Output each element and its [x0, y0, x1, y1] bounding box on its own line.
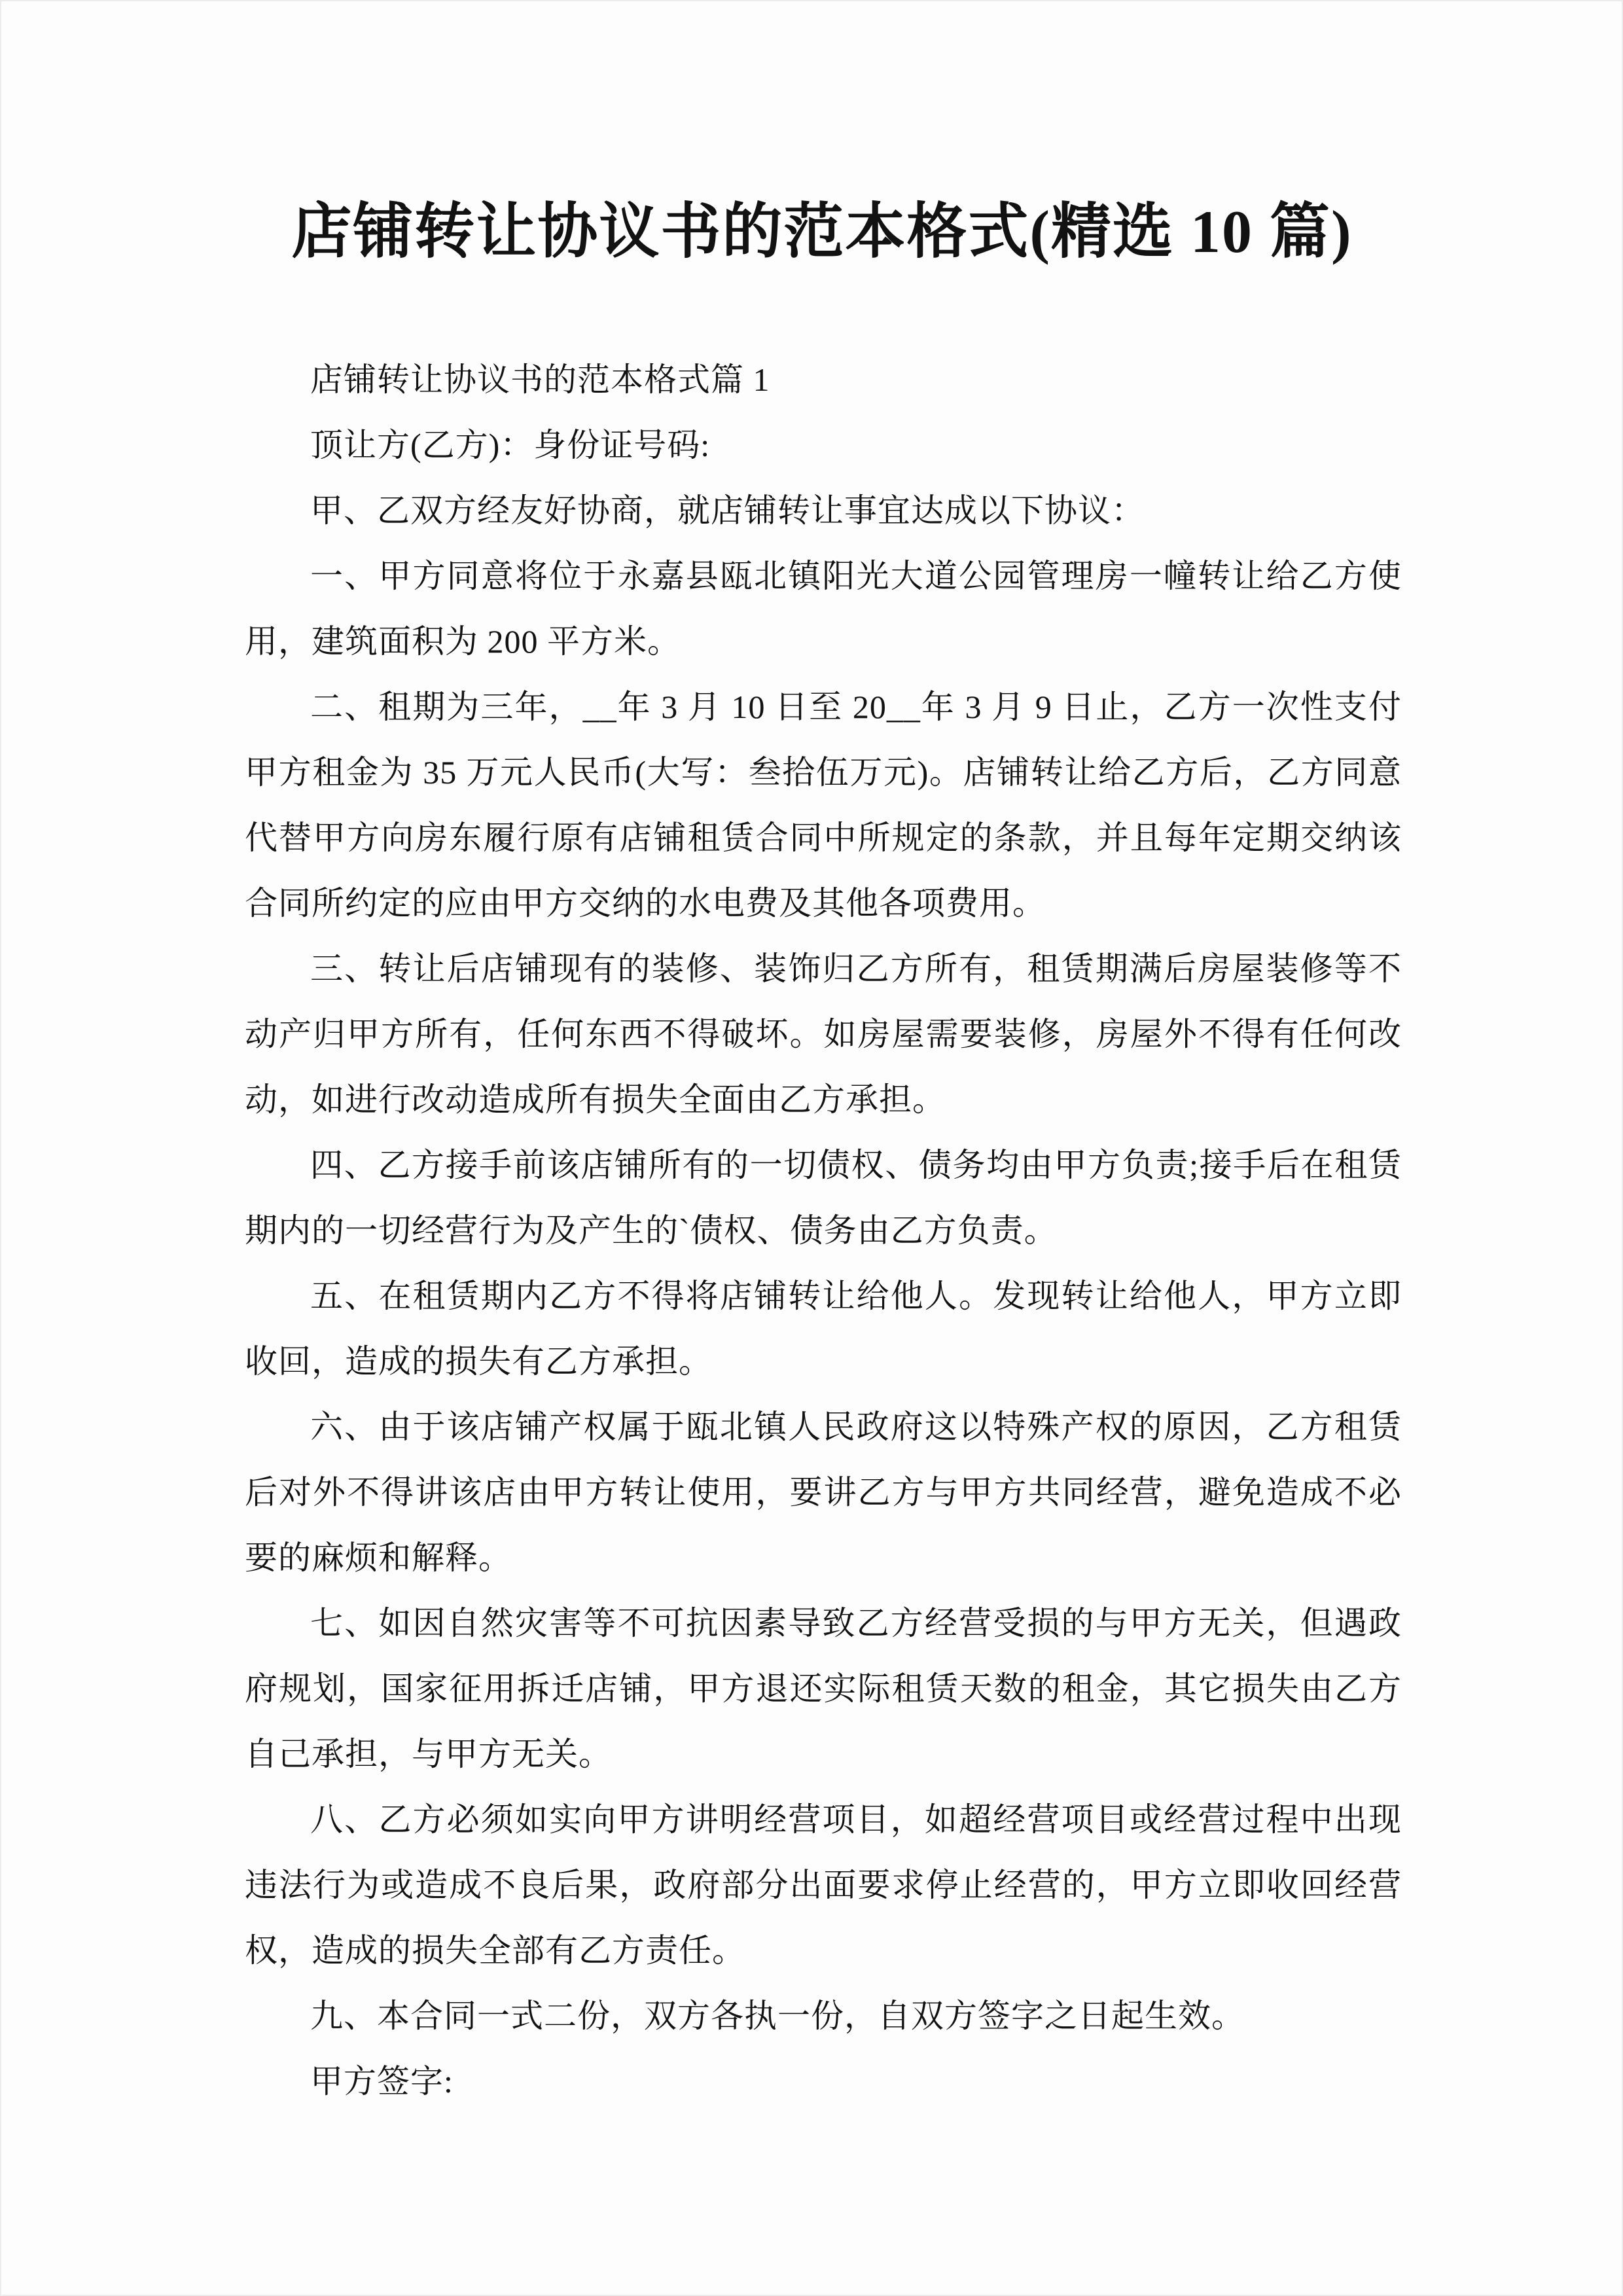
- clause-4: 四、乙方接手前该店铺所有的一切债权、债务均由甲方负责;接手后在租赁期内的一切经营行为及产生的`债权、债务由乙方负责。: [245, 1147, 1402, 1249]
- preamble-line: 甲、乙双方经友好协商，就店铺转让事宜达成以下协议：: [310, 492, 1145, 529]
- document-title: 店铺转让协议书的范本格式(精选 10 篇): [291, 198, 1353, 265]
- document-body: [245, 347, 1402, 2114]
- clause-2: 二、租期为三年，__年 3 月 10 日至 20__年 3 月 9 日止，乙方一次性支付甲方租金为 35 万元人民币(大写：叁拾伍万元)。店铺转让给乙方后，乙方同意代替甲方向房东履行原有店铺租赁合同中所规定的条款，并且每年定期交纳该合同所约定的应由甲方交纳的水电费及其他各项费用。: [245, 689, 1402, 922]
- clause-1: 一、甲方同意将位于永嘉县瓯北镇阳光大道公园管理房一幢转让给乙方使用，建筑面积为 200 平方米。: [245, 558, 1402, 660]
- section-heading-pian-1: 店铺转让协议书的范本格式篇 1: [310, 361, 770, 398]
- party-b-id-line: 顶让方(乙方)：身份证号码:: [310, 427, 711, 463]
- clause-8: 八、乙方必须如实向甲方讲明经营项目，如超经营项目或经营过程中出现违法行为或造成不良后果，政府部分出面要求停止经营的，甲方立即收回经营权，造成的损失全部有乙方责任。: [245, 1801, 1402, 1969]
- clause-9: 九、本合同一式二份，双方各执一份，自双方签字之日起生效。: [310, 1998, 1245, 2034]
- clause-3: 三、转让后店铺现有的装修、装饰归乙方所有，租赁期满后房屋装修等不动产归甲方所有，任何东西不得破坏。如房屋需要装修，房屋外不得有任何改动，如进行改动造成所有损失全面由乙方承担。: [245, 950, 1402, 1118]
- clause-6: 六、由于该店铺产权属于瓯北镇人民政府这以特殊产权的原因，乙方租赁后对外不得讲该店由甲方转让使用，要讲乙方与甲方共同经营，避免造成不必要的麻烦和解释。: [245, 1408, 1402, 1576]
- clause-5: 五、在租赁期内乙方不得将店铺转让给他人。发现转让给他人，甲方立即收回，造成的损失有乙方承担。: [245, 1278, 1402, 1380]
- clause-7: 七、如因自然灾害等不可抗因素导致乙方经营受损的与甲方无关，但遇政府规划，国家征用拆迁店铺，甲方退还实际租赁天数的租金，其它损失由乙方自己承担，与甲方无关。: [245, 1605, 1402, 1772]
- party-a-signature-line: 甲方签字:: [310, 2063, 454, 2100]
